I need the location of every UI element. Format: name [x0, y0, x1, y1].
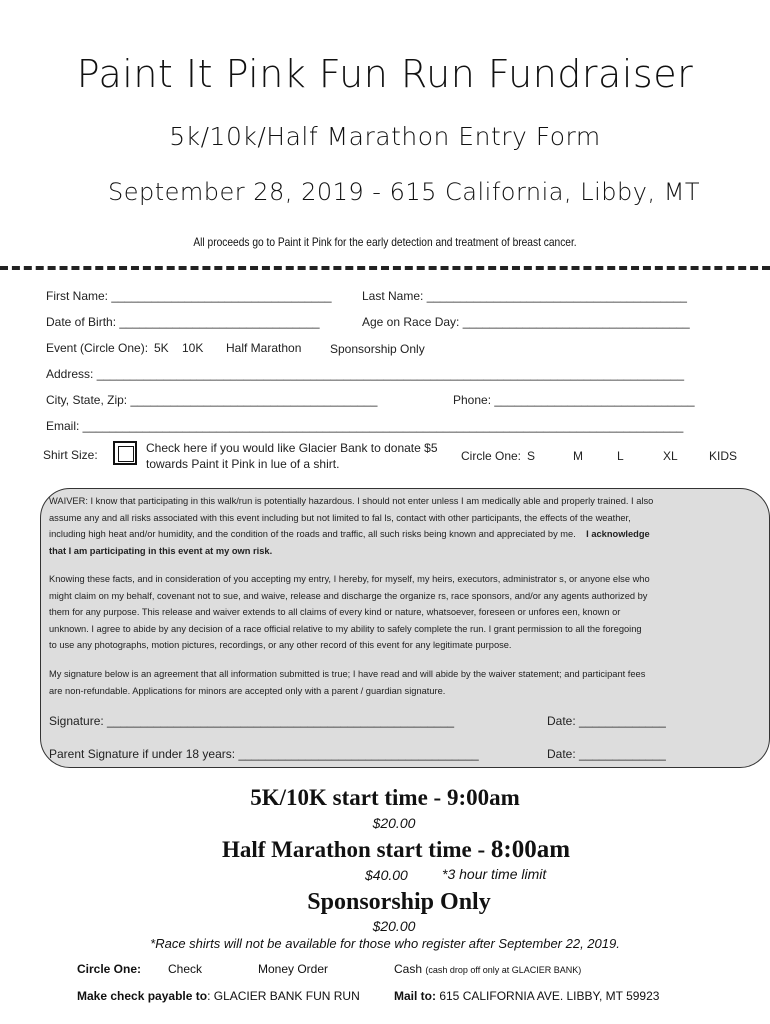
waiver-p2-line: them for any purpose. This release and waiver extends to all claims of every kind or nature, whatsoever, foreseen or unfores een, known or — [49, 607, 621, 617]
city-state-zip-field[interactable]: City, State, Zip: _____________________________________ — [46, 393, 378, 407]
shirt-size-m[interactable]: M — [573, 449, 583, 463]
shirt-size-l[interactable]: L — [617, 449, 624, 463]
start-time-half — [0, 836, 770, 864]
payable-label: Make check payable to — [77, 989, 208, 1003]
payable-to — [77, 989, 360, 1003]
start-time-5k10k: 5K/10K start time - 9:00am — [250, 785, 520, 810]
mail-label: Mail to: — [394, 989, 436, 1003]
waiver-p2-line: Knowing these facts, and in consideration of you accepting my entry, I hereby, for myself, my heirs, executors, administrator s, or anyone else who — [49, 574, 650, 584]
waiver-own-risk: that I am participating in this event at my own risk. — [49, 545, 273, 556]
form-title: Paint It Pink Fun Run Fundraiser — [76, 52, 694, 96]
event-label: Event (Circle One): — [46, 341, 149, 355]
waiver-p1-line — [49, 526, 734, 543]
email-field[interactable]: Email: __________________________________________________________________________________________ — [46, 419, 684, 433]
payment-check[interactable]: Check — [168, 962, 203, 976]
donate-checkbox[interactable] — [113, 441, 137, 465]
waiver-p1-line: WAIVER: I know that participating in this walk/run is potentially hazardous. I should not enter unless I am medically able and properly trained. I also — [49, 496, 654, 506]
waiver-p1-line: assume any and all risks associated with this event including but not limited to fal ls, contact with other participants, the effects of the weather, — [49, 512, 631, 523]
address-field[interactable]: Address: ________________________________________________________________________________________ — [46, 367, 684, 381]
shirt-circle-one-label: Circle One: — [461, 449, 522, 463]
shirt-deadline-note: *Race shirts will not be available for those who register after September 22, 2019. — [150, 936, 620, 951]
phone-field[interactable]: Phone: ______________________________ — [453, 393, 695, 407]
start-half-label: Half Marathon start time - — [221, 837, 491, 862]
waiver-acknowledge: I acknowledge — [586, 529, 650, 539]
waiver-p2-line: might claim on my behalf, covenant not to sue, and waive, release and discharge the organize rs, race sponsors, and/or any agents authorized by — [49, 590, 648, 601]
mail-value: 615 CALIFORNIA AVE. LIBBY, MT 59923 — [436, 989, 660, 1003]
shirt-size-s[interactable]: S — [527, 449, 536, 463]
event-option-10k[interactable]: 10K — [182, 341, 204, 355]
waiver-paragraph-1 — [49, 493, 734, 559]
proceeds-note: All proceeds go to Paint it Pink for the early detection and treatment of breast cancer. — [193, 235, 577, 249]
payable-value: : GLACIER BANK FUN RUN — [207, 989, 360, 1003]
donate-text-line1: Check here if you would like Glacier Bank to donate $5 — [146, 441, 438, 455]
event-option-sponsorship[interactable]: Sponsorship Only — [330, 342, 425, 356]
signature-date-field[interactable]: Date: _____________ — [547, 714, 666, 728]
age-field[interactable]: Age on Race Day: __________________________________ — [362, 315, 690, 329]
dob-field[interactable]: Date of Birth: ______________________________ — [46, 315, 320, 329]
form-subtitle: 5k/10k/Half Marathon Entry Form — [169, 122, 601, 151]
cut-line-divider — [0, 266, 770, 270]
waiver-p2-line: to use any photographs, motion pictures, recordings, or any other record of this event for any legitimate purpose. — [49, 640, 512, 650]
donate-text-line2: towards Paint it Pink in lue of a shirt. — [146, 457, 340, 471]
event-date-location: September 28, 2019 - 615 California, Libby, MT — [108, 178, 701, 206]
waiver-p3-line: My signature below is an agreement that all information submitted is true; I have read and will abide by the waiver statement; and participant fees — [49, 669, 646, 679]
start-half-time: 8:00am — [490, 836, 571, 863]
price-sponsorship: $20.00 — [372, 918, 416, 934]
payment-cash-label: Cash — [394, 962, 423, 976]
mail-to — [394, 989, 659, 1003]
shirt-size-xl[interactable]: XL — [663, 449, 678, 463]
waiver-p1-text: including high heat and/or humidity, and the condition of the roads and traffic, all such risks being known and appreciated by me. — [49, 529, 576, 539]
price-5k10k: $20.00 — [372, 815, 416, 831]
waiver-p2-line: unknown. I agree to abide by any decision of a race official relative to my ability to safely complete the run. I grant permission to all the foregoing — [49, 623, 642, 634]
waiver-p3-line: are non-refundable. Applications for minors are accepted only with a parent / guardian signature. — [49, 685, 446, 696]
shirt-size-kids[interactable]: KIDS — [709, 449, 738, 463]
event-option-5k[interactable]: 5K — [154, 341, 169, 355]
parent-signature-field[interactable]: Parent Signature if under 18 years: ____________________________________ — [49, 747, 479, 761]
shirt-size-label: Shirt Size: — [43, 448, 98, 462]
price-half: $40.00 — [365, 867, 408, 883]
payment-money-order[interactable]: Money Order — [258, 962, 329, 976]
event-option-half[interactable]: Half Marathon — [226, 341, 302, 355]
payment-cash[interactable] — [394, 962, 581, 976]
sponsorship-heading: Sponsorship Only — [307, 889, 491, 915]
signature-field[interactable]: Signature: ____________________________________________________ — [49, 714, 455, 728]
last-name-field[interactable]: Last Name: _______________________________________ — [362, 289, 687, 303]
payment-cash-note: (cash drop off only at GLACIER BANK) — [425, 965, 582, 975]
payment-circle-one: Circle One: — [77, 962, 142, 976]
waiver-paragraph-3 — [49, 666, 734, 699]
parent-date-field[interactable]: Date: _____________ — [547, 747, 666, 761]
half-time-limit: *3 hour time limit — [442, 866, 547, 882]
first-name-field[interactable]: First Name: _________________________________ — [46, 289, 332, 303]
waiver-paragraph-2 — [49, 571, 734, 654]
